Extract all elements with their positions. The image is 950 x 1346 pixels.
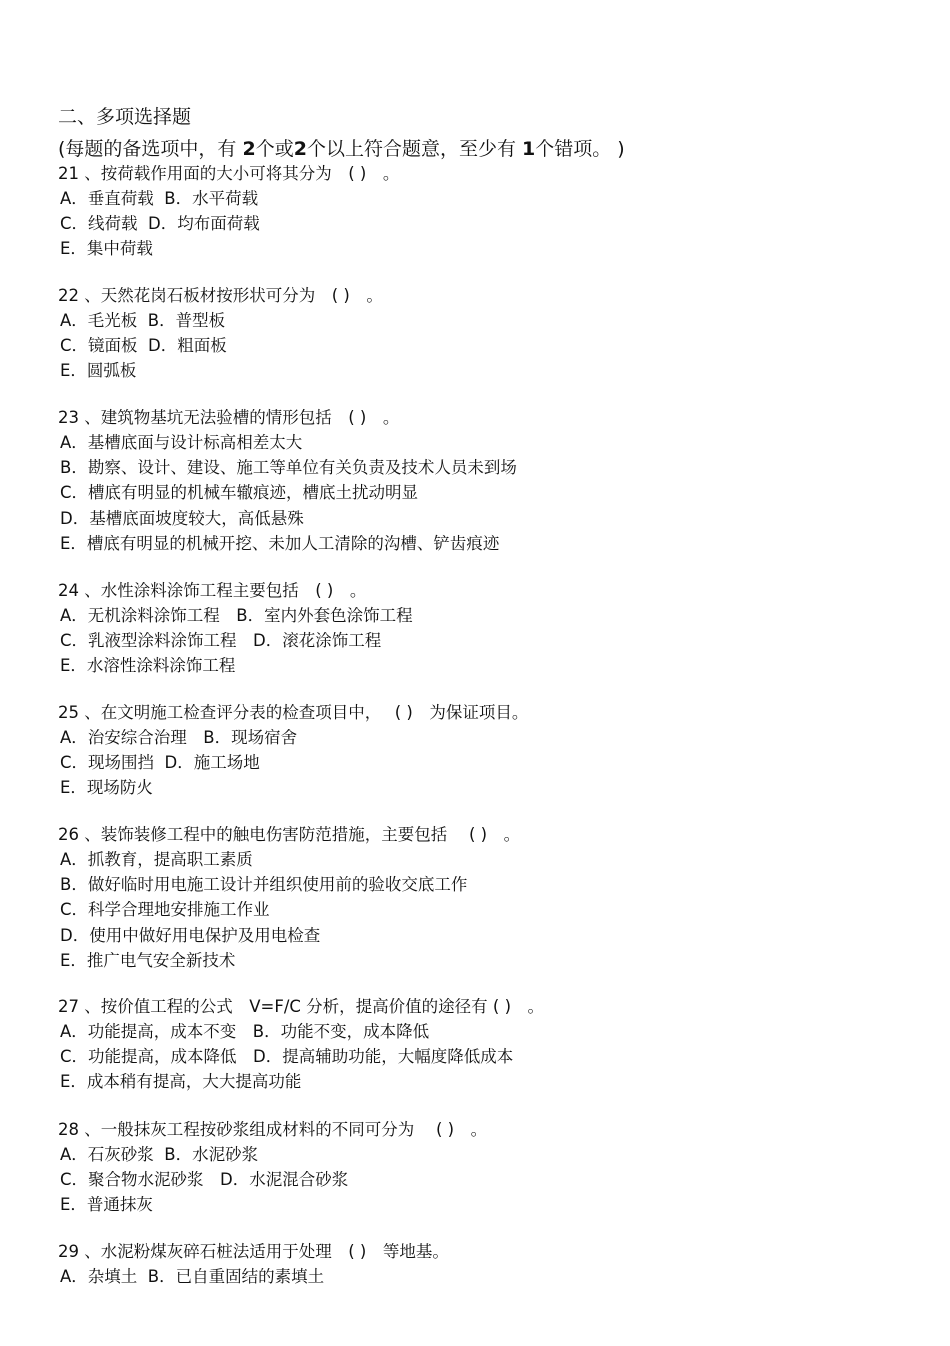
section-instruction	[58, 136, 625, 162]
question-28	[58, 1117, 918, 1218]
question-option: A．治安综合治理 B．现场宿舍	[60, 728, 298, 747]
question-option: B．做好临时用电施工设计并组织使用前的验收交底工作	[60, 875, 468, 895]
question-option: D．使用中做好用电保护及用电检查	[60, 925, 321, 945]
question-option: A．抓教育，提高职工素质	[60, 850, 253, 869]
question-option: E．普通抹灰	[60, 1195, 153, 1215]
instruction-suffix: 个错项。 )	[535, 138, 625, 160]
question-stem: 22 、天然花岗石板材按形状可分为 ( ) 。	[58, 286, 383, 305]
question-26	[58, 822, 918, 973]
question-option: B．勘察、设计、建设、施工等单位有关负责及技术人员未到场	[60, 458, 517, 478]
question-option: C．聚合物水泥砂浆 D．水泥混合砂浆	[60, 1170, 349, 1190]
question-stem: 21 、按荷载作用面的大小可将其分为 ( ) 。	[58, 164, 400, 183]
question-option: E．成本稍有提高，大大提高功能	[60, 1072, 302, 1092]
question-option: E．现场防火	[60, 778, 153, 798]
question-option: C．乳液型涂料涂饰工程 D．滚花涂饰工程	[60, 631, 382, 651]
instruction-prefix: (每题的备选项中，有	[58, 138, 237, 160]
question-stem: 29 、水泥粉煤灰碎石桩法适用于处理 ( ) 等地基。	[58, 1242, 449, 1261]
question-option: A．毛光板 B．普型板	[60, 311, 226, 330]
instruction-mid-2: 个以上符合题意，至少有	[306, 138, 516, 160]
question-option: A．石灰砂浆 B．水泥砂浆	[60, 1145, 259, 1164]
question-option: C．线荷载 D．均布面荷载	[60, 214, 260, 234]
question-stem: 25 、在文明施工检查评分表的检查项目中， ( ) 为保证项目。	[58, 703, 529, 722]
question-stem: 24 、水性涂料涂饰工程主要包括 ( ) 。	[58, 581, 367, 600]
instruction-number-3: 1	[522, 138, 536, 160]
question-option: C．现场围挡 D．施工场地	[60, 753, 260, 773]
question-option: E．水溶性涂料涂饰工程	[60, 656, 236, 676]
section-title: 二、多项选择题	[58, 106, 192, 128]
question-23	[58, 405, 918, 556]
question-27	[58, 994, 918, 1095]
instruction-number-1: 2	[242, 138, 256, 160]
question-option: E．推广电气安全新技术	[60, 950, 236, 970]
question-24	[58, 578, 918, 679]
question-option: E．圆弧板	[60, 361, 137, 381]
question-option: A．无机涂料涂饰工程 B．室内外套色涂饰工程	[60, 606, 413, 625]
question-22	[58, 283, 918, 384]
question-option: D．基槽底面坡度较大，高低悬殊	[60, 508, 304, 528]
question-option: E．集中荷载	[60, 239, 153, 259]
instruction-number-2: 2	[293, 138, 307, 160]
question-21	[58, 161, 918, 262]
question-option: C．槽底有明显的机械车辙痕迹，槽底土扰动明显	[60, 483, 419, 503]
question-option: A．功能提高，成本不变 B．功能不变，成本降低	[60, 1022, 430, 1041]
question-stem: 27 、按价值工程的公式 V=F/C 分析，提高价值的途径有 ( ) 。	[58, 997, 545, 1016]
question-option: C．科学合理地安排施工作业	[60, 900, 270, 920]
question-option: C．功能提高，成本降低 D．提高辅助功能，大幅度降低成本	[60, 1047, 514, 1067]
question-option: A．垂直荷载 B．水平荷载	[60, 189, 259, 208]
question-option: C．镜面板 D．粗面板	[60, 336, 227, 356]
question-option: E．槽底有明显的机械开挖、未加人工清除的沟槽、铲齿痕迹	[60, 533, 500, 553]
instruction-mid-1: 个或	[255, 138, 294, 160]
question-stem: 28 、一般抹灰工程按砂浆组成材料的不同可分为 ( ) 。	[58, 1120, 488, 1139]
question-29	[58, 1239, 918, 1289]
question-25	[58, 700, 918, 801]
question-option: A．基槽底面与设计标高相差太大	[60, 433, 303, 452]
question-stem: 23 、建筑物基坑无法验槽的情形包括 ( ) 。	[58, 408, 400, 427]
question-option: A．杂填土 B．已自重固结的素填土	[60, 1267, 325, 1286]
question-stem: 26 、装饰装修工程中的触电伤害防范措施，主要包括 ( ) 。	[58, 825, 521, 844]
